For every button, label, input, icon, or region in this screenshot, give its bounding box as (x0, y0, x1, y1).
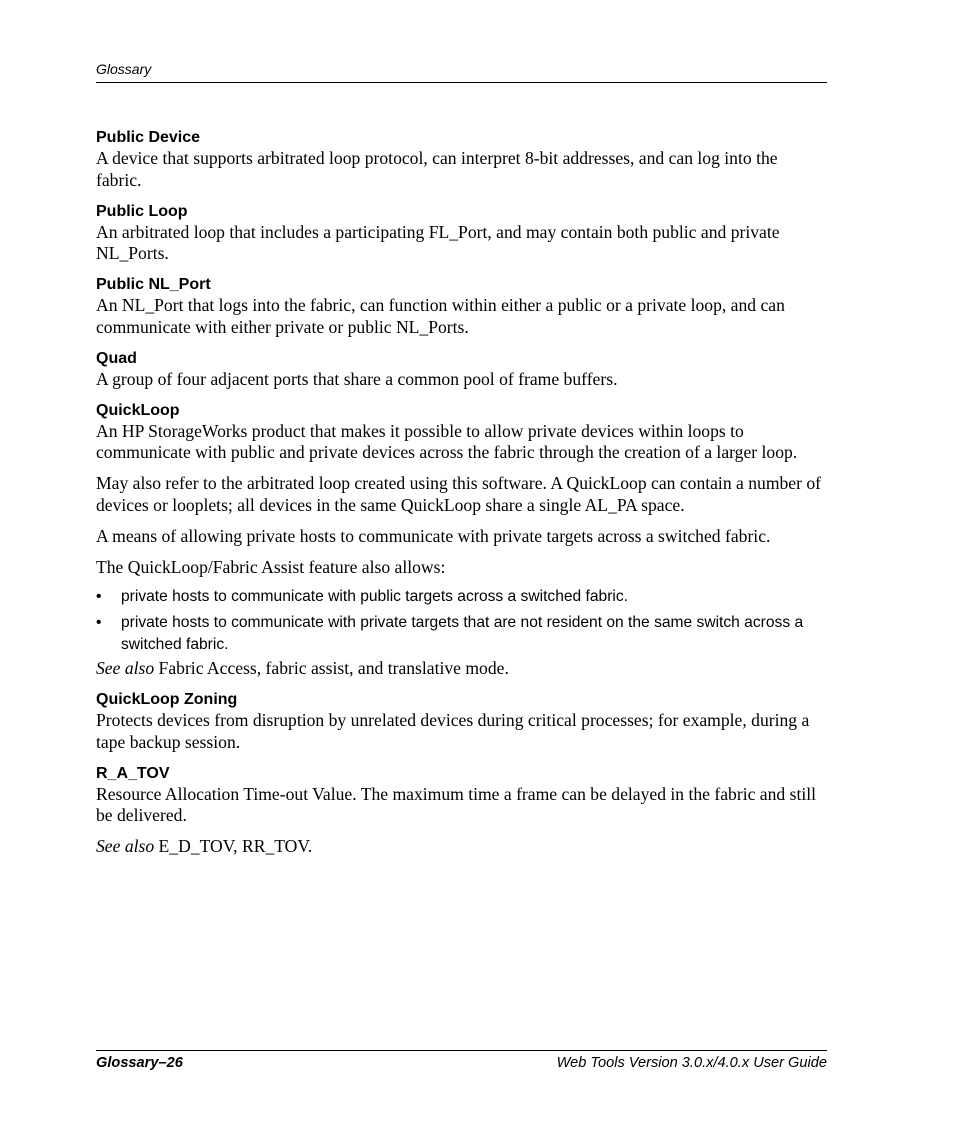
definition-text: An HP StorageWorks product that makes it possible to allow private devices within loops to communicate with public and private devices across the fabric through the creation of a larger loop. (96, 420, 798, 462)
see-also-references: E_D_TOV, RR_TOV. (154, 836, 313, 856)
definition-text: A device that supports arbitrated loop protocol, can interpret 8-bit addresses, and can log into the fabric. (96, 148, 778, 190)
bullet-item (96, 586, 827, 608)
definition-text: An arbitrated loop that includes a participating FL_Port, and may contain both public and private NL_Ports. (96, 221, 780, 263)
term-heading: Public Loop (96, 202, 188, 220)
definition-text: A means of allowing private hosts to communicate with private targets across a switched fabric. (96, 525, 771, 546)
footer-doc-title: Web Tools Version 3.0.x/4.0.x User Guide (556, 1055, 827, 1071)
definition-text: Resource Allocation Time-out Value. The maximum time a frame can be delayed in the fabric and still be delivered. (96, 783, 817, 825)
term-heading: R_A_TOV (96, 764, 170, 782)
definition-text: A group of four adjacent ports that share a common pool of frame buffers. (96, 368, 618, 389)
glossary-entry-quad (96, 348, 827, 391)
term-heading: Public Device (96, 129, 201, 146)
glossary-entry-quickloop (96, 400, 827, 680)
see-also-references: Fabric Access, fabric assist, and translative mode. (154, 658, 509, 678)
glossary-entry-quickloop-zoning (96, 689, 827, 753)
bullet-glyph: • (96, 614, 102, 631)
bullet-list (96, 586, 827, 656)
glossary-entry-r-a-tov (96, 763, 827, 858)
glossary-entry-public-nl-port (96, 274, 827, 338)
definition-text: The QuickLoop/Fabric Assist feature also allows: (96, 556, 446, 577)
definition-text: An NL_Port that logs into the fabric, can function within either a public or a private loop, and can communicate with either private or public NL_Ports. (96, 295, 785, 337)
document-page (96, 0, 827, 1145)
bullet-glyph: • (96, 588, 102, 605)
definition-text: Protects devices from disruption by unrelated devices during critical processes; for example, during a tape backup session. (96, 710, 810, 752)
glossary-entry-public-loop (96, 201, 827, 265)
glossary-content (96, 127, 827, 858)
term-heading: Quad (96, 349, 137, 367)
header-title: Glossary (96, 61, 152, 77)
term-heading: QuickLoop Zoning (96, 691, 238, 708)
glossary-entry-public-device (96, 127, 827, 191)
bullet-text: private hosts to communicate with private targets that are not resident on the same switch across a switched fabric. (121, 614, 804, 653)
see-also-line (96, 658, 827, 680)
see-also-label: See also (96, 658, 155, 678)
running-header (96, 60, 827, 83)
bullet-text: private hosts to communicate with public targets across a switched fabric. (121, 588, 629, 605)
see-also-line (96, 836, 827, 858)
term-heading: QuickLoop (96, 401, 180, 419)
running-footer (96, 1050, 827, 1071)
term-heading: Public NL_Port (96, 276, 211, 293)
footer-page-number: Glossary–26 (96, 1055, 183, 1071)
bullet-item (96, 612, 827, 656)
see-also-label: See also (96, 836, 155, 856)
definition-text: May also refer to the arbitrated loop created using this software. A QuickLoop can contain a number of devices or looplets; all devices in the same QuickLoop share a single AL_PA space. (96, 473, 822, 515)
